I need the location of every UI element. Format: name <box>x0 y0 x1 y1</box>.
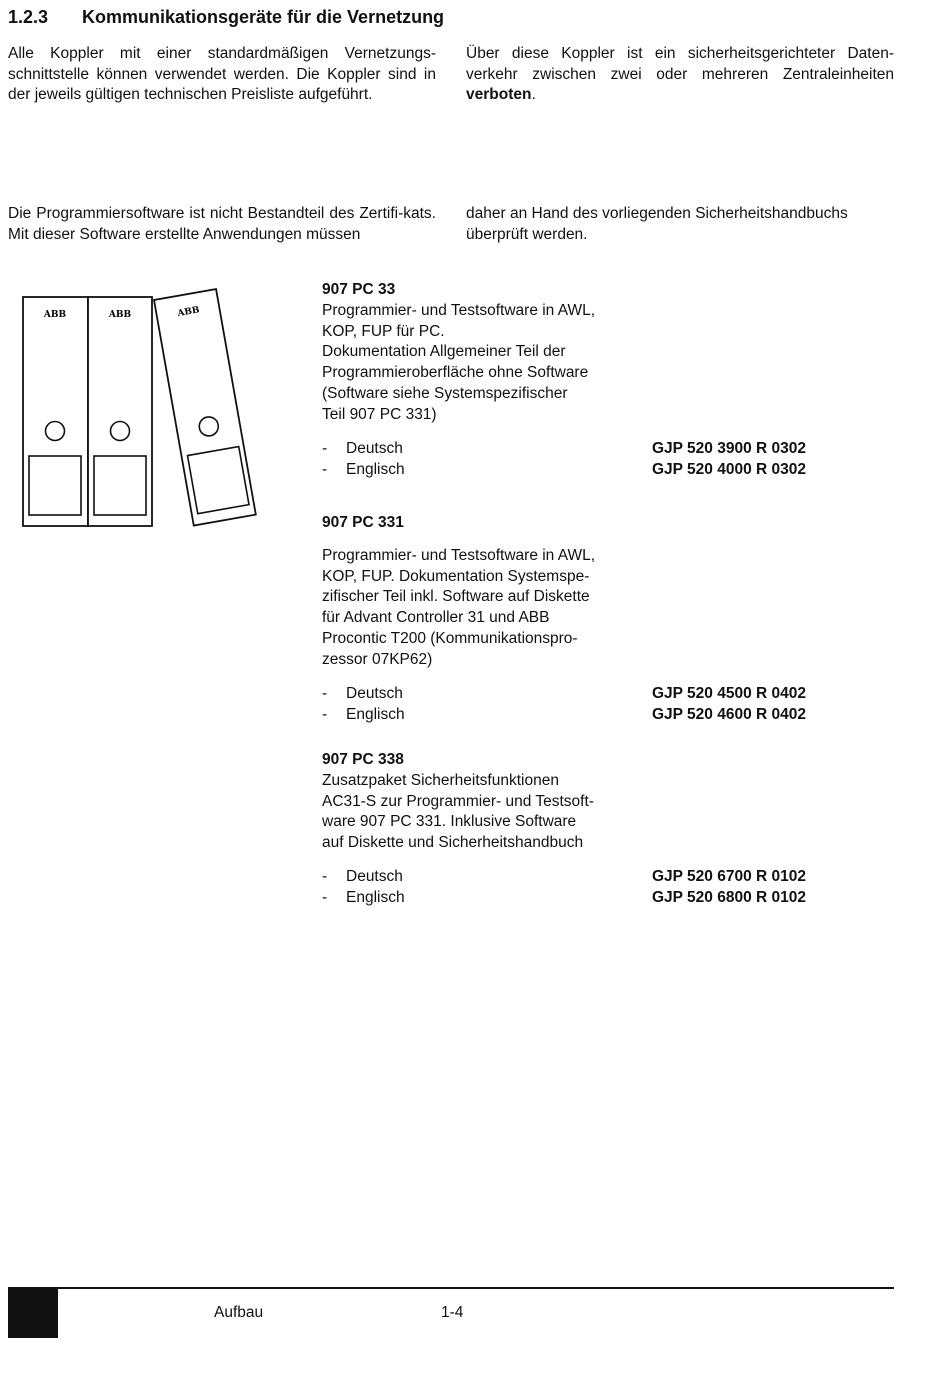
footer-rule <box>8 1287 894 1289</box>
list-dash: - <box>322 868 328 885</box>
language-label: Englisch <box>346 461 405 478</box>
list-dash: - <box>322 706 328 723</box>
order-code: GJP 520 4500 R 0402 <box>652 685 806 702</box>
order-code: GJP 520 3900 R 0302 <box>652 440 806 457</box>
intro-left-paragraph: Alle Koppler mit einer standardmäßigen Vernetzungs-schnittstelle können verwendet werden. Die Koppler sind in der jeweils gültigen technischen Preisliste aufgeführt. <box>8 45 436 104</box>
software-note-left: Die Programmiersoftware ist nicht Bestandteil des Zertifi-kats. Mit dieser Software erstellte Anwendungen müssen <box>8 205 436 243</box>
product-description: Programmier- und Testsoftware in AWL, KOP, FUP. Dokumentation Systemspe- zifischer Teil inkl. Software auf Diskette für Advant Controller 31 und ABB Procontic T200 (Kommunikationspro- zessor 07KP62) <box>322 546 596 668</box>
software-note-right: daher an Hand des vorliegenden Sicherheitshandbuchs überprüft werden. <box>466 205 848 243</box>
binder-2-logo: ABB <box>108 310 132 320</box>
binder-3-tilted <box>154 289 256 525</box>
footer-marker-block <box>8 1289 58 1338</box>
list-dash: - <box>322 440 328 457</box>
language-label: Deutsch <box>346 440 403 457</box>
section-title: Kommunikationsgeräte für die Vernetzung <box>82 7 445 27</box>
product-title: 907 PC 33 <box>322 281 396 298</box>
software-binders-illustration <box>20 286 260 531</box>
language-label: Englisch <box>346 889 405 906</box>
order-code: GJP 520 4600 R 0402 <box>652 706 806 723</box>
product-907-pc-331 <box>322 513 632 671</box>
intro-right-paragraph <box>466 44 894 106</box>
product-title: 907 PC 338 <box>322 751 404 768</box>
order-row <box>322 866 842 887</box>
binder-1-logo: ABB <box>43 310 67 320</box>
binder-1 <box>23 297 88 526</box>
language-label: Englisch <box>346 706 405 723</box>
product-description: Programmier- und Testsoftware in AWL, KOP, FUP für PC. Dokumentation Allgemeiner Teil der Programmieroberfläche ohne Software (Software siehe Systemspezifischer Teil 907 PC 331) <box>322 301 596 423</box>
section-number: 1.2.3 <box>8 7 49 27</box>
footer-page-number: 1-4 <box>441 1304 464 1321</box>
footer-chapter: Aufbau <box>214 1304 264 1321</box>
binder-2 <box>88 297 152 526</box>
section-heading <box>8 7 444 28</box>
product-description: Zusatzpaket Sicherheitsfunktionen AC31-S zur Programmier- und Testsoft- ware 907 PC 331. Inklusive Software auf Diskette und Sicherheitshandbuch <box>322 771 594 852</box>
language-label: Deutsch <box>346 685 403 702</box>
order-code: GJP 520 6800 R 0102 <box>652 889 806 906</box>
binder-3-logo: ABB <box>176 305 201 320</box>
product-907-pc-338 <box>322 750 632 854</box>
order-code: GJP 520 4000 R 0302 <box>652 461 806 478</box>
order-row <box>322 459 842 480</box>
order-row <box>322 683 842 704</box>
order-row <box>322 704 842 725</box>
list-dash: - <box>322 889 328 906</box>
list-dash: - <box>322 461 328 478</box>
product-907-pc-33 <box>322 280 632 426</box>
order-row <box>322 887 842 908</box>
intro-right-text: Über diese Koppler ist ein sicherheitsgerichteter Daten-verkehr zwischen zwei oder mehreren Zentraleinheiten <box>466 45 894 83</box>
list-dash: - <box>322 685 328 702</box>
order-code: GJP 520 6700 R 0102 <box>652 868 806 885</box>
order-row <box>322 438 842 459</box>
intro-right-bold: verboten <box>466 86 532 104</box>
language-label: Deutsch <box>346 868 403 885</box>
product-title: 907 PC 331 <box>322 514 404 531</box>
intro-right-end: . <box>531 86 536 104</box>
